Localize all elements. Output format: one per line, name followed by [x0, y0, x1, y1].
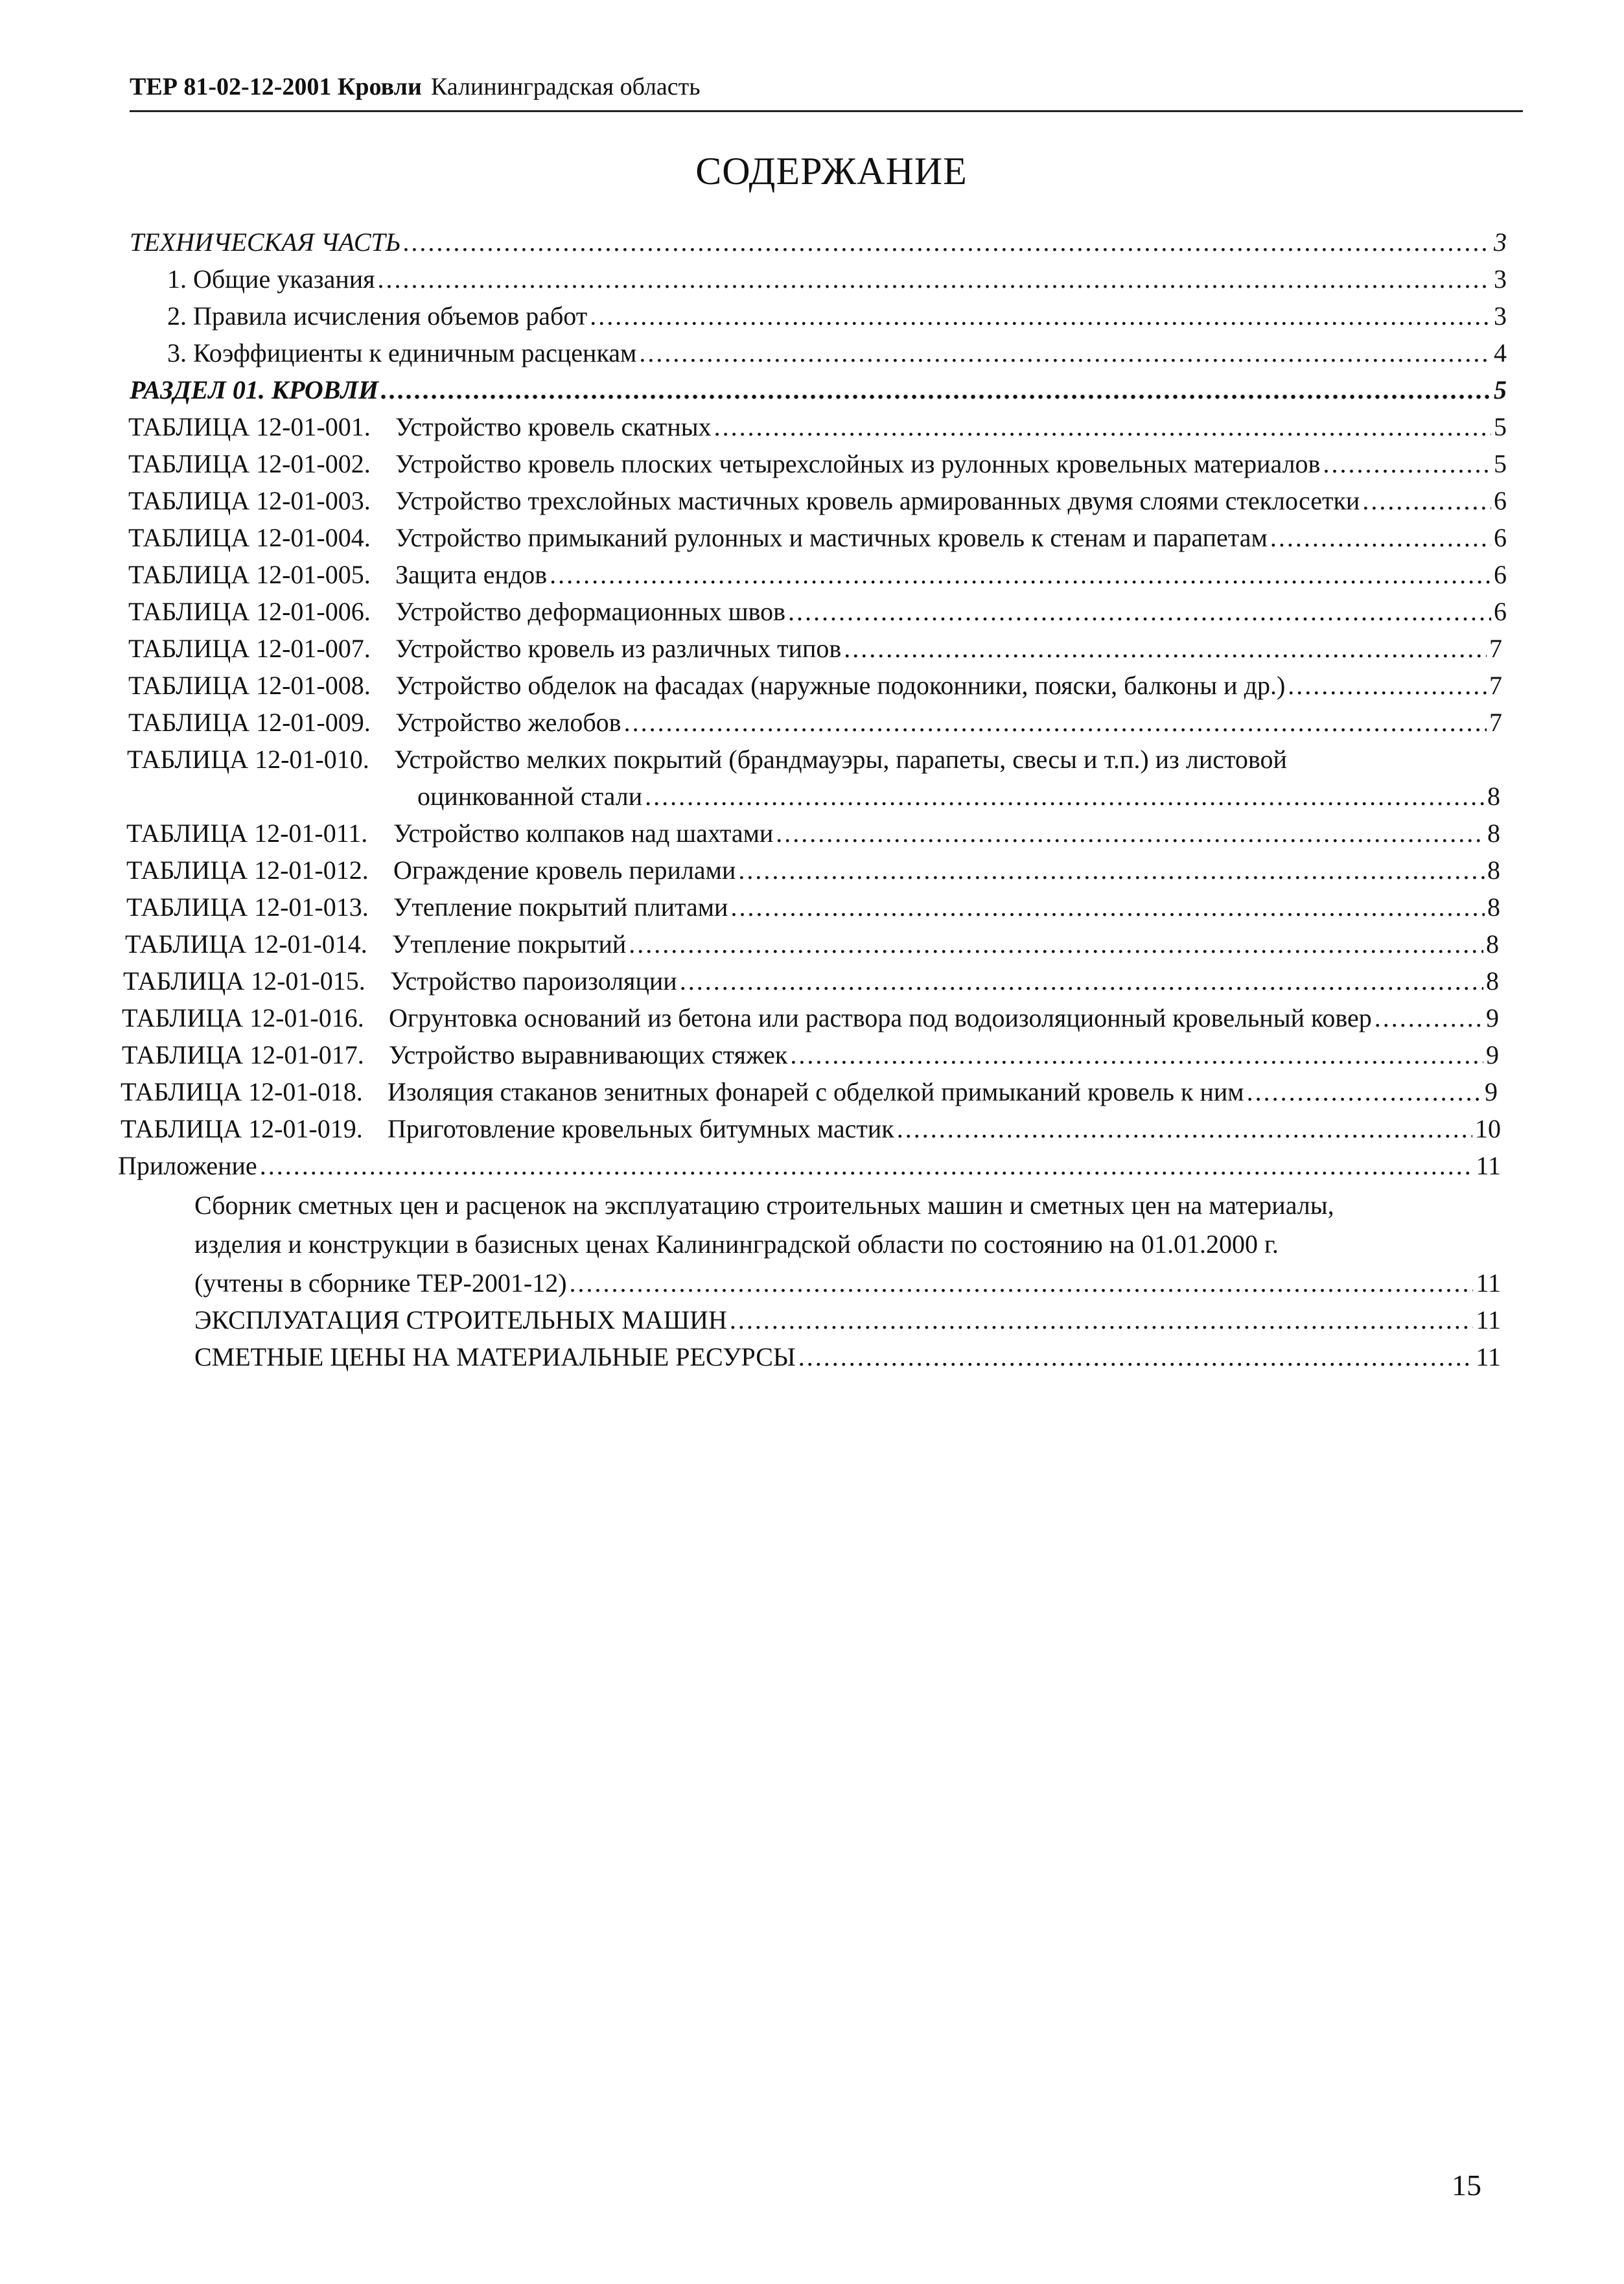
toc-entry-label: Устройство кровель плоских четырехслойных из рулонных кровельных материалов: [395, 449, 1321, 478]
toc-page-number: 5: [1494, 449, 1507, 478]
toc-page-number: 9: [1485, 1077, 1498, 1106]
toc-entry-rules[interactable]: [167, 301, 1507, 337]
table-code: ТАБЛИЦА 12-01-003.: [128, 486, 371, 515]
toc-entry-label: 3. Коэффициенты к единичным расценкам: [167, 338, 637, 367]
toc-page-number: 6: [1494, 486, 1507, 515]
table-code: ТАБЛИЦА 12-01-017.: [122, 1040, 364, 1069]
toc-entry-table-016[interactable]: [122, 1003, 1499, 1039]
toc-entry-label: Приготовление кровельных битумных мастик: [388, 1114, 894, 1143]
toc-entry-label: (учтены в сборнике ТЕР-2001-12): [194, 1268, 567, 1298]
toc-entry-label: Устройство мелких покрытий (брандмауэры, парапеты, свесы и т.п.) из листовой: [394, 745, 1287, 774]
table-code: ТАБЛИЦА 12-01-015.: [123, 966, 365, 996]
toc-page-number: 11: [1476, 1342, 1501, 1371]
table-code: ТАБЛИЦА 12-01-009.: [128, 708, 371, 737]
toc-page-number: 8: [1487, 782, 1500, 811]
toc-entry-appendix-note[interactable]: [194, 1268, 1501, 1304]
toc-page-number: 3: [1494, 301, 1507, 331]
toc-entry-label: Устройство кровель из различных типов: [395, 634, 842, 663]
toc-page-number: 4: [1494, 338, 1507, 367]
table-code: ТАБЛИЦА 12-01-006.: [128, 597, 371, 626]
toc-entry-table-009[interactable]: [128, 707, 1502, 743]
toc-page-number: 3: [1494, 264, 1507, 294]
document-code: ТЕР 81-02-12-2001 Кровли: [130, 73, 422, 100]
toc-page-number: 3: [1494, 227, 1507, 257]
table-code: ТАБЛИЦА 12-01-019.: [121, 1114, 363, 1143]
toc-entry-label: Устройство пароизоляции: [390, 966, 677, 996]
table-code: ТАБЛИЦА 12-01-012.: [126, 856, 369, 885]
toc-entry-table-001[interactable]: [128, 412, 1507, 448]
toc-entry-coefficients[interactable]: [167, 338, 1507, 374]
toc-entry-table-008[interactable]: [128, 670, 1502, 706]
toc-page-number: 7: [1489, 708, 1502, 737]
toc-page-number: 10: [1475, 1114, 1501, 1143]
toc-entry-label: Утепление покрытий плитами: [393, 892, 728, 922]
toc-entry-label: 2. Правила исчисления объемов работ: [167, 301, 588, 331]
toc-entry-label: Устройство колпаков над шахтами: [393, 819, 774, 848]
toc-entry-label: ТЕХНИЧЕСКАЯ ЧАСТЬ: [130, 227, 401, 257]
table-code: ТАБЛИЦА 12-01-013.: [126, 892, 369, 922]
toc-page-number: 8: [1487, 892, 1500, 922]
page-header: [130, 73, 1523, 112]
toc-entry-label: Защита ендов: [395, 560, 548, 589]
toc-entry-table-010[interactable]: [127, 744, 1287, 775]
toc-page-number: 7: [1489, 671, 1502, 700]
toc-entry-table-002[interactable]: [128, 449, 1507, 485]
appendix-description-line-2: изделия и конструкции в базисных ценах Калининградской области по состоянию на 01.01.2000 г.: [194, 1229, 1279, 1259]
toc-entry-label: Устройство кровель скатных: [395, 412, 712, 441]
toc-entry-table-014[interactable]: [125, 929, 1499, 965]
toc-entry-table-013[interactable]: [126, 892, 1500, 928]
toc-entry-label: Утепление покрытий: [392, 929, 627, 959]
toc-entry-table-004[interactable]: [128, 522, 1507, 559]
toc-entry-table-006[interactable]: [128, 596, 1507, 633]
toc-entry-label: Устройство примыканий рулонных и мастичных кровель к стенам и парапетам: [395, 523, 1268, 552]
toc-entry-label: ЭКСПЛУАТАЦИЯ СТРОИТЕЛЬНЫХ МАШИН: [194, 1305, 727, 1334]
toc-entry-section-01[interactable]: [130, 375, 1507, 411]
toc-page-number: 9: [1486, 1003, 1499, 1032]
toc-page-number: 5: [1494, 412, 1507, 441]
toc-entry-label: оцинкованной стали: [417, 782, 643, 811]
toc-entry-label: СМЕТНЫЕ ЦЕНЫ НА МАТЕРИАЛЬНЫЕ РЕСУРСЫ: [194, 1342, 796, 1371]
table-code: ТАБЛИЦА 12-01-014.: [125, 929, 367, 959]
toc-page-number: 5: [1494, 375, 1507, 404]
toc-page-number: 8: [1487, 819, 1500, 848]
toc-page-number: 11: [1476, 1268, 1501, 1298]
toc-page-number: 9: [1486, 1040, 1499, 1069]
toc-entry-label: Устройство трехслойных мастичных кровель армированных двумя слоями стеклосетки: [395, 486, 1360, 515]
toc-page-number: 6: [1494, 597, 1507, 626]
toc-entry-technical-part[interactable]: [130, 227, 1507, 263]
toc-entry-table-012[interactable]: [126, 855, 1500, 891]
table-code: ТАБЛИЦА 12-01-011.: [126, 819, 368, 848]
toc-page-number: 7: [1489, 634, 1502, 663]
toc-entry-table-003[interactable]: [128, 485, 1507, 522]
toc-entry-table-019[interactable]: [121, 1113, 1501, 1150]
page-number: 15: [1452, 2169, 1481, 2202]
toc-entry-table-017[interactable]: [122, 1040, 1499, 1076]
table-code: ТАБЛИЦА 12-01-001.: [128, 412, 371, 441]
toc-page-number: 8: [1486, 966, 1499, 996]
toc-page-number: 11: [1476, 1305, 1501, 1334]
table-code: ТАБЛИЦА 12-01-007.: [128, 634, 371, 663]
toc-entry-general[interactable]: [167, 264, 1507, 300]
table-code: ТАБЛИЦА 12-01-004.: [128, 523, 371, 552]
toc-entry-table-005[interactable]: [128, 559, 1507, 596]
region-name: Калининградская область: [430, 73, 701, 100]
toc-entry-table-011[interactable]: [126, 818, 1500, 854]
table-code: ТАБЛИЦА 12-01-010.: [127, 745, 369, 774]
toc-page-number: 8: [1487, 856, 1500, 885]
toc-entry-table-010-continued[interactable]: [417, 781, 1500, 817]
toc-entry-label: Устройство обделок на фасадах (наружные подоконники, пояски, балконы и др.): [395, 671, 1286, 700]
toc-entry-appendix[interactable]: [118, 1150, 1501, 1187]
toc-page-number: 8: [1486, 929, 1499, 959]
toc-page-number: 11: [1476, 1151, 1501, 1180]
table-code: ТАБЛИЦА 12-01-018.: [121, 1077, 363, 1106]
appendix-description-line-1: Сборник сметных цен и расценок на эксплуатацию строительных машин и сметных цен на материалы,: [194, 1191, 1334, 1220]
toc-entry-table-015[interactable]: [123, 966, 1499, 1002]
table-code: ТАБЛИЦА 12-01-002.: [128, 449, 371, 478]
toc-entry-machines[interactable]: [194, 1305, 1501, 1341]
page-title: СОДЕРЖАНИЕ: [695, 150, 968, 192]
toc-entry-label: 1. Общие указания: [167, 264, 375, 294]
table-code: ТАБЛИЦА 12-01-016.: [122, 1003, 364, 1032]
toc-entry-label: Устройство выравнивающих стяжек: [389, 1040, 788, 1069]
toc-entry-label: Изоляция стаканов зенитных фонарей с обделкой примыканий кровель к ним: [388, 1077, 1244, 1106]
toc-entry-label: Приложение: [118, 1151, 257, 1180]
toc-entry-label: Ограждение кровель перилами: [393, 856, 736, 885]
toc-entry-label: Огрунтовка оснований из бетона или раствора под водоизоляционный кровельный ковер: [389, 1003, 1372, 1032]
table-code: ТАБЛИЦА 12-01-008.: [128, 671, 371, 700]
toc-entry-label: Устройство желобов: [395, 708, 621, 737]
toc-entry-label: РАЗДЕЛ 01. КРОВЛИ: [130, 375, 379, 404]
toc-entry-table-018[interactable]: [121, 1077, 1498, 1113]
toc-page-number: 6: [1494, 560, 1507, 589]
table-code: ТАБЛИЦА 12-01-005.: [128, 560, 371, 589]
toc-page-number: 6: [1494, 523, 1507, 552]
toc-entry-table-007[interactable]: [128, 633, 1502, 670]
toc-entry-label: Устройство деформационных швов: [395, 597, 785, 626]
toc-entry-material-prices[interactable]: [194, 1342, 1501, 1378]
